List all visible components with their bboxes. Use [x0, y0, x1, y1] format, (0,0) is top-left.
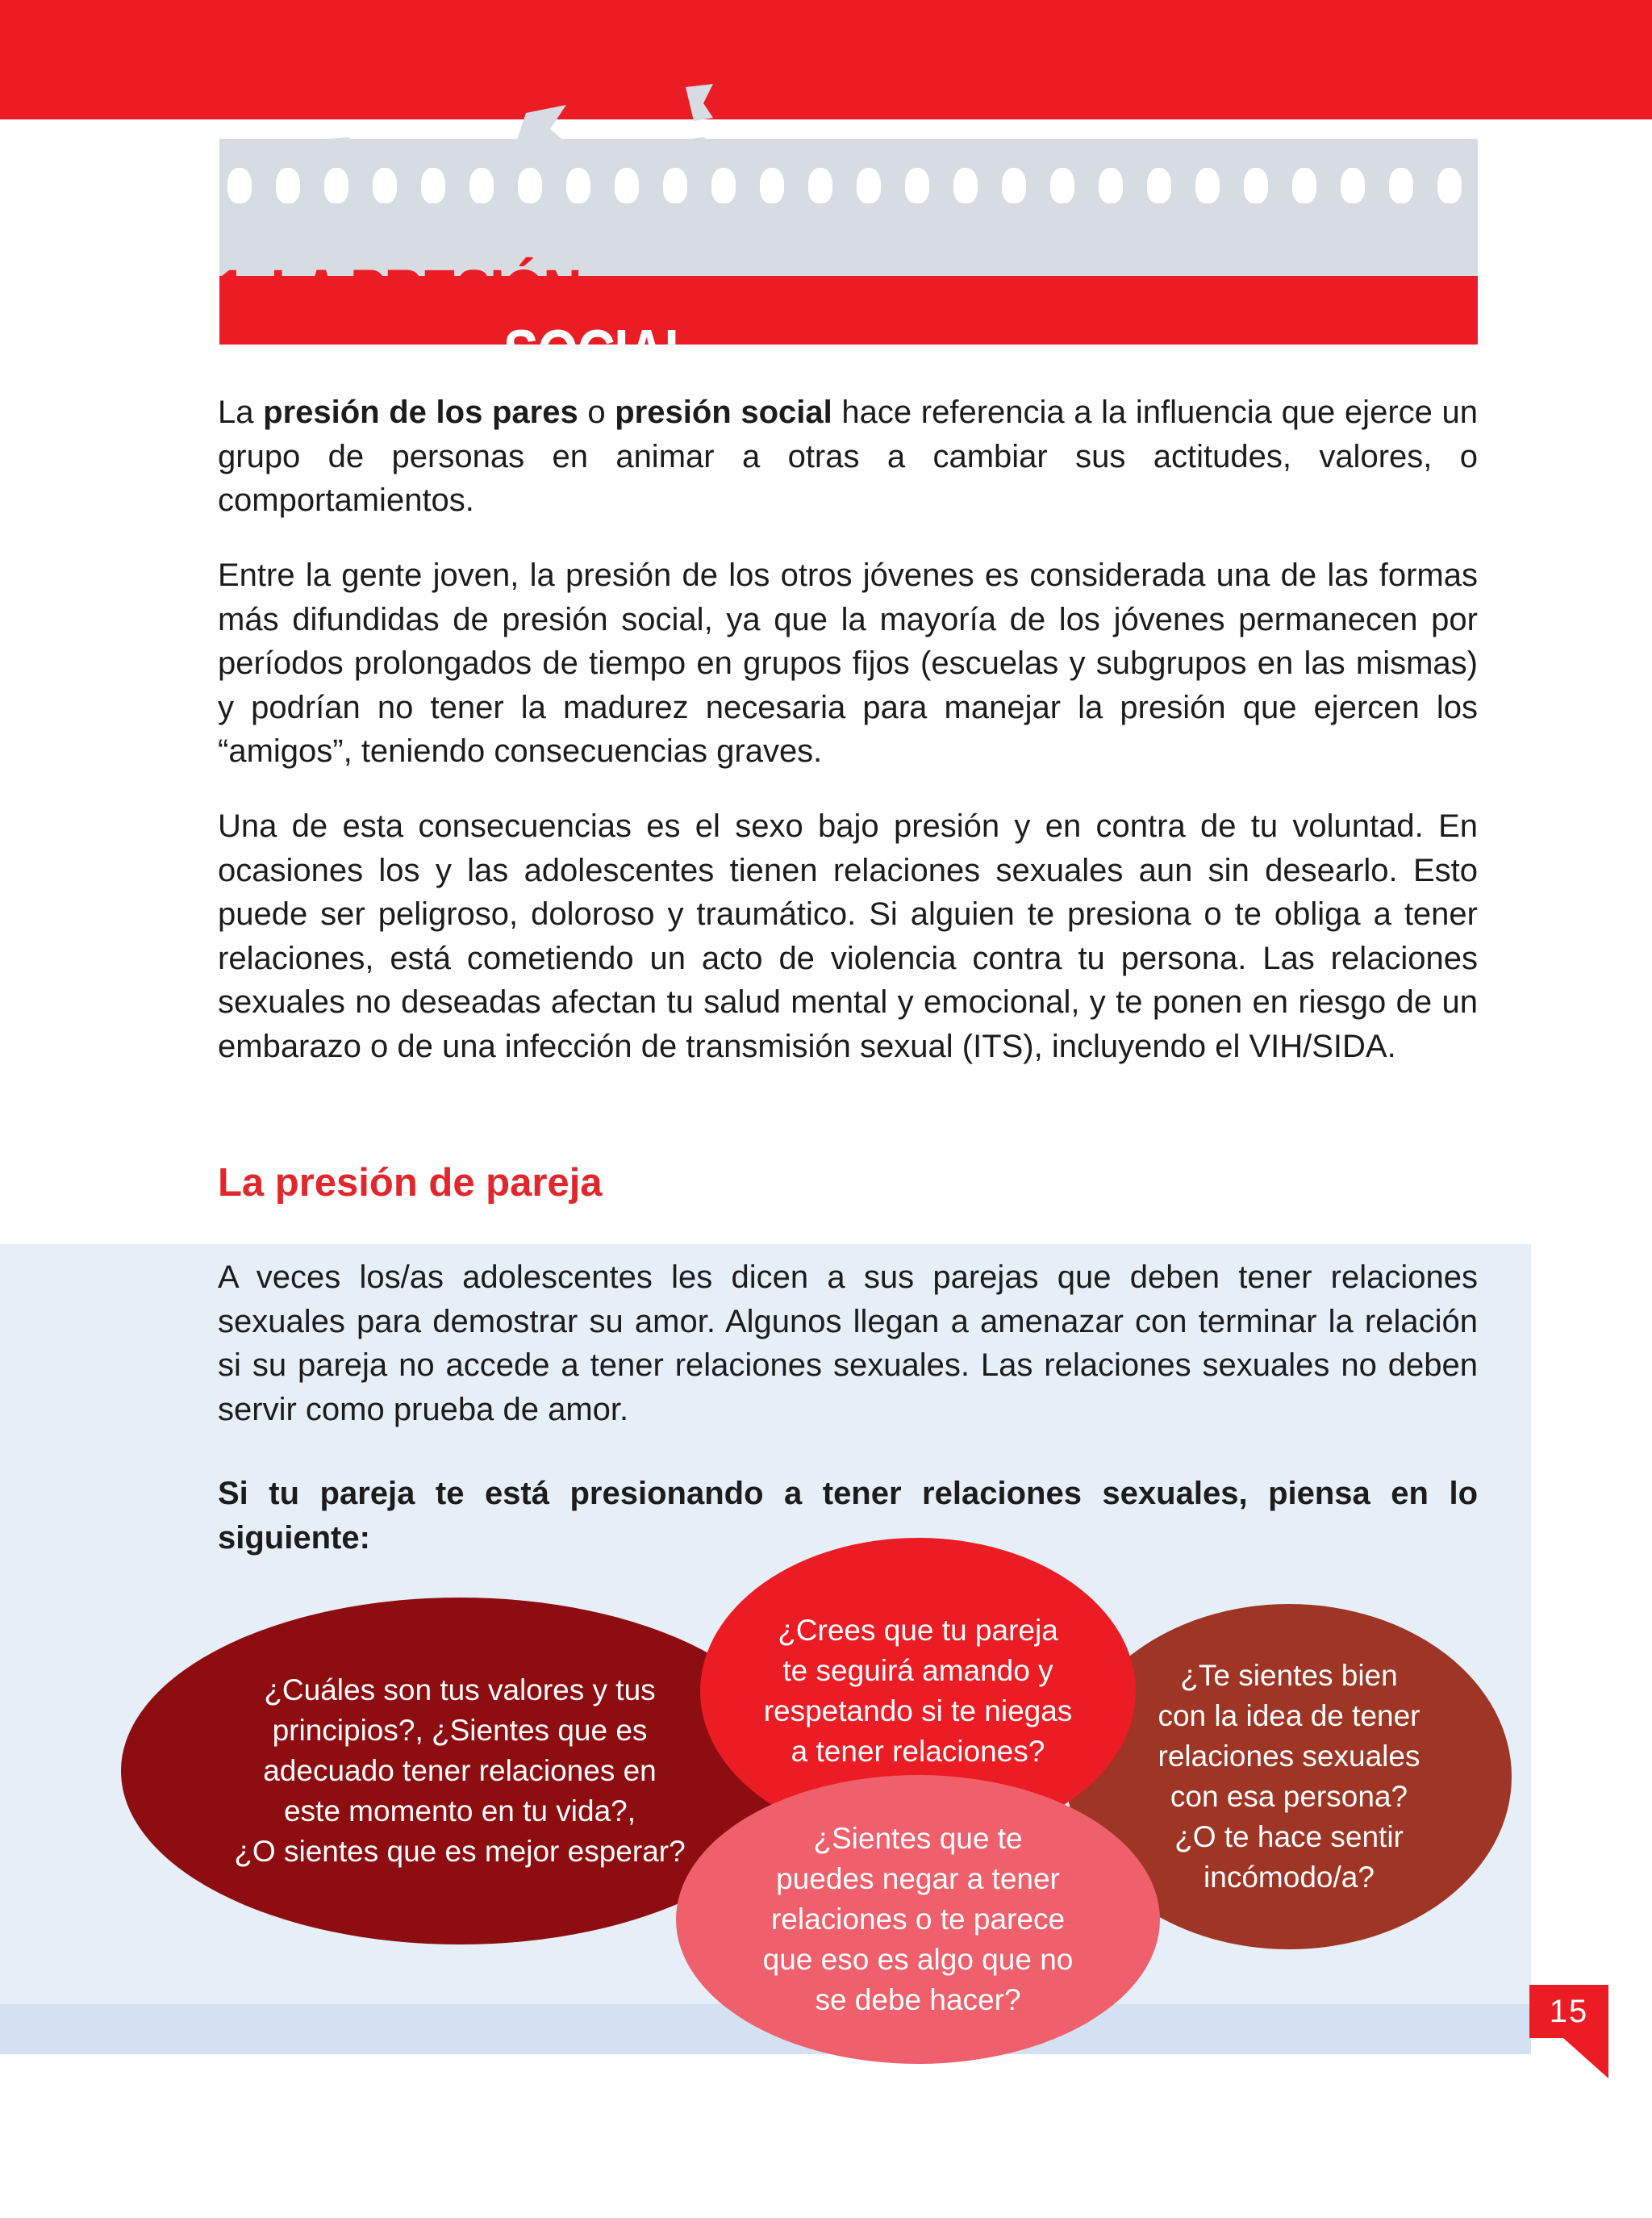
- bubble-refuse-question: ¿Sientes que te puedes negar a tener relaciones o te parece que eso es algo que no se debe hacer?: [676, 1775, 1160, 2064]
- section-paragraph: A veces los/as adolescentes les dicen a sus parejas que deben tener relaciones sexuales para demostrar su amor. Algunos llegan a amenazar con terminar la relación si su pareja no accede a tener relaciones sexuales. Las relaciones sexuales no deben servir como prueba de amor.: [218, 1259, 1478, 1427]
- intro-paragraph-1: La presión de los pares o presión social hace referencia a la influencia que ejerce un grupo de personas en animar a otras a cambiar sus actitudes, valores, o comportamientos.: [218, 395, 1479, 518]
- title-dot: [373, 168, 397, 203]
- bubble-love-question: ¿Crees que tu pareja te seguirá amando y respetando si te niegas a tener relaciones?: [700, 1538, 1136, 1844]
- page-title-line2: SOCIAL: [503, 315, 695, 388]
- title-dot: [905, 168, 929, 203]
- title-dot: [1002, 168, 1026, 203]
- page-number-fold: [1563, 2038, 1608, 2078]
- title-dot: [808, 168, 832, 203]
- page-title-line1: 1. LA PRESIÓN: [216, 256, 581, 330]
- title-dot: [1292, 168, 1316, 203]
- title-dot: [518, 168, 542, 203]
- title-dot: [1437, 168, 1462, 203]
- title-dot: [1050, 168, 1074, 203]
- title-dot-pattern: [219, 168, 1478, 213]
- title-dot: [469, 168, 494, 203]
- intro-paragraph-3: Una de esta consecuencias es el sexo bajo presión y en contra de tu voluntad. En ocasiones los y las adolescentes tienen relaciones sexuales aun sin desearlo. Esto puede ser peligroso, doloroso y traumático. Si alguien te presiona o te obliga a tener relaciones, está cometiendo un acto de violencia contra tu persona. Las relaciones sexuales no deseadas afectan tu salud mental y emocional, y te ponen en riesgo de un embarazo o de una infección de transmisión sexual (ITS), incluyendo el VIH/SIDA.: [218, 808, 1478, 1064]
- title-dot: [1341, 168, 1365, 203]
- title-dot: [760, 168, 784, 203]
- title-dot: [227, 168, 252, 203]
- title-dot: [421, 168, 445, 203]
- section-lead: Si tu pareja te está presionando a tener relaciones sexuales, piensa en lo siguiente:: [218, 1476, 1478, 1556]
- title-dot: [324, 168, 348, 203]
- bubble-values-question: ¿Cuáles son tus valores y tus principios?, ¿Sientes que es adecuado tener relaciones en este momento en tu vida?, ¿O sientes que es mejor esperar?: [121, 1598, 799, 1944]
- title-dot: [857, 168, 881, 203]
- title-dot: [566, 168, 590, 203]
- title-dot: [953, 168, 978, 203]
- page-number: 15: [1549, 1994, 1589, 2029]
- section-subtitle: La presión de pareja: [218, 1161, 603, 1205]
- title-dot: [276, 168, 300, 203]
- bubble-comfort-question: ¿Te sientes bien con la idea de tener relaciones sexuales con esa persona? ¿O te hace sentir incómodo/a?: [1066, 1604, 1512, 1949]
- title-dot: [1389, 168, 1413, 203]
- title-dot: [1244, 168, 1268, 203]
- title-dot: [1147, 168, 1171, 203]
- intro-paragraph-2: Entre la gente joven, la presión de los otros jóvenes es considerada una de las formas más difundidas de presión social, ya que la mayoría de los jóvenes permanecen por períodos prolongados de tiempo en grupos fijos (escuelas y subgrupos en las mismas) y podrían no tener la madurez necesaria para manejar la presión que ejercen los “amigos”, teniendo consecuencias graves.: [218, 558, 1478, 769]
- title-dot: [1195, 168, 1220, 203]
- title-dot: [1099, 168, 1123, 203]
- title-dot: [615, 168, 639, 203]
- title-dot: [663, 168, 687, 203]
- title-dot: [711, 168, 736, 203]
